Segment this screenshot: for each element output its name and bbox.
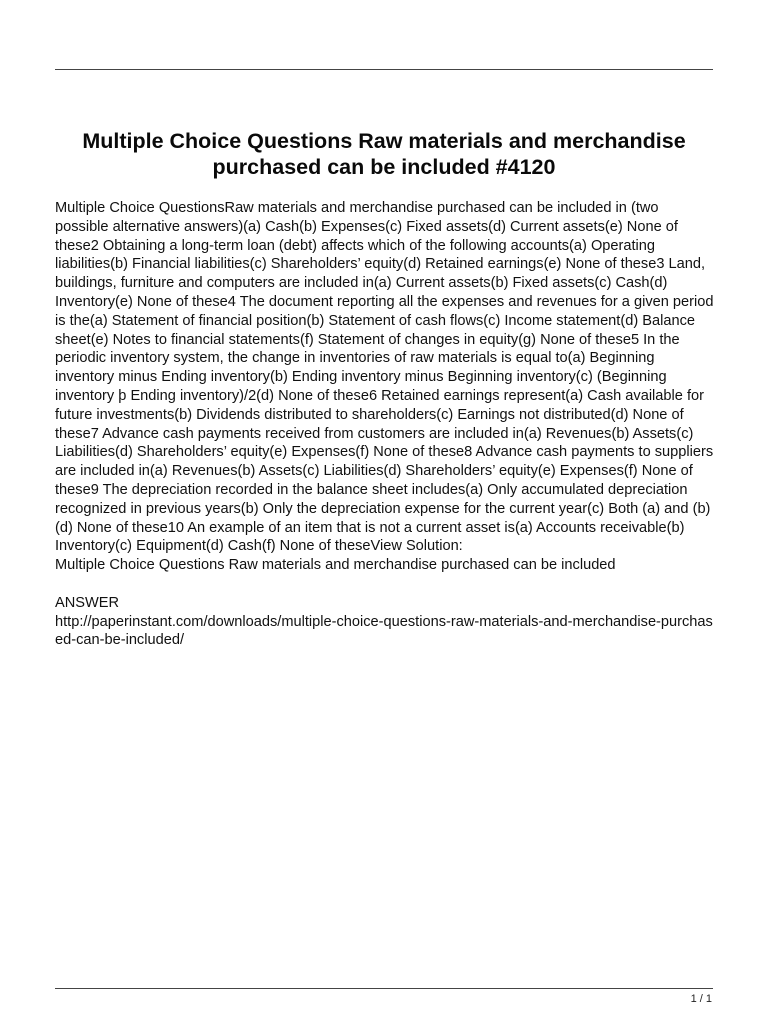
document-title: Multiple Choice Questions Raw materials and merchandise purchased can be included #4120 — [82, 129, 686, 179]
bottom-divider — [55, 988, 713, 989]
summary-line: Multiple Choice Questions Raw materials and merchandise purchased can be included — [55, 557, 616, 574]
question-paragraph: Multiple Choice QuestionsRaw materials and merchandise purchased can be included in (two possible alternative answers)(a) Cash(b) Expenses(c) Fixed assets(d) Current assets(e) None of these2 Obtaining a long-term loan (debt) affects which of the following accounts(a) Operating liabilities(b) Financial liabilities(c) Shareholders’ equity(d) Retained earnings(e) None of these3 Land, buildings, furniture and computers are included in(a) Current assets(b) Fixed assets(c) Cash(d) Inventory(e) None of these4 The document reporting all the expenses and revenues for a given period is the(a) Statement of financial position(b) Statement of cash flows(c) Income statement(d) Balance sheet(e) Notes to financial statements(f) Statement of changes in equity(g) None of these5 In the periodic inventory system, the change in inventories of raw materials is equal to(a) Beginning inventory minus Ending inventory(b) Ending inventory minus Beginning inventory(c) (Beginning inventory þ Ending inventory)/2(d) None of these6 Retained earnings represent(a) Cash available for future investments(b) Dividends distributed to shareholders(c) Earnings not distributed(d) None of these7 Advance cash payments received from customers are included in(a) Revenues(b) Assets(c) Liabilities(d) Shareholders’ equity(e) Expenses(f) None of these8 Advance cash payments to suppliers are included in(a) Revenues(b) Assets(c) Liabilities(d) Shareholders’ equity(e) Expenses(f) None of these9 The depreciation recorded in the balance sheet includes(a) Only accumulated depreciation recognized in previous years(b) Only the depreciation expense for the current year(c) Both (a) and (b)(d) None of these10 An example of an item that is not a current asset is(a) Accounts receivable(b) Inventory(c) Equipment(d) Cash(f) None of theseView Solution: — [55, 200, 714, 555]
page-number: 1 / 1 — [690, 993, 712, 1005]
document-body — [55, 199, 715, 650]
answer-link[interactable]: http://paperinstant.com/downloads/multiple-choice-questions-raw-materials-and-merchandise-purchased-can-be-included/ — [55, 613, 713, 649]
top-divider — [55, 69, 713, 70]
answer-label: ANSWER — [55, 594, 120, 611]
